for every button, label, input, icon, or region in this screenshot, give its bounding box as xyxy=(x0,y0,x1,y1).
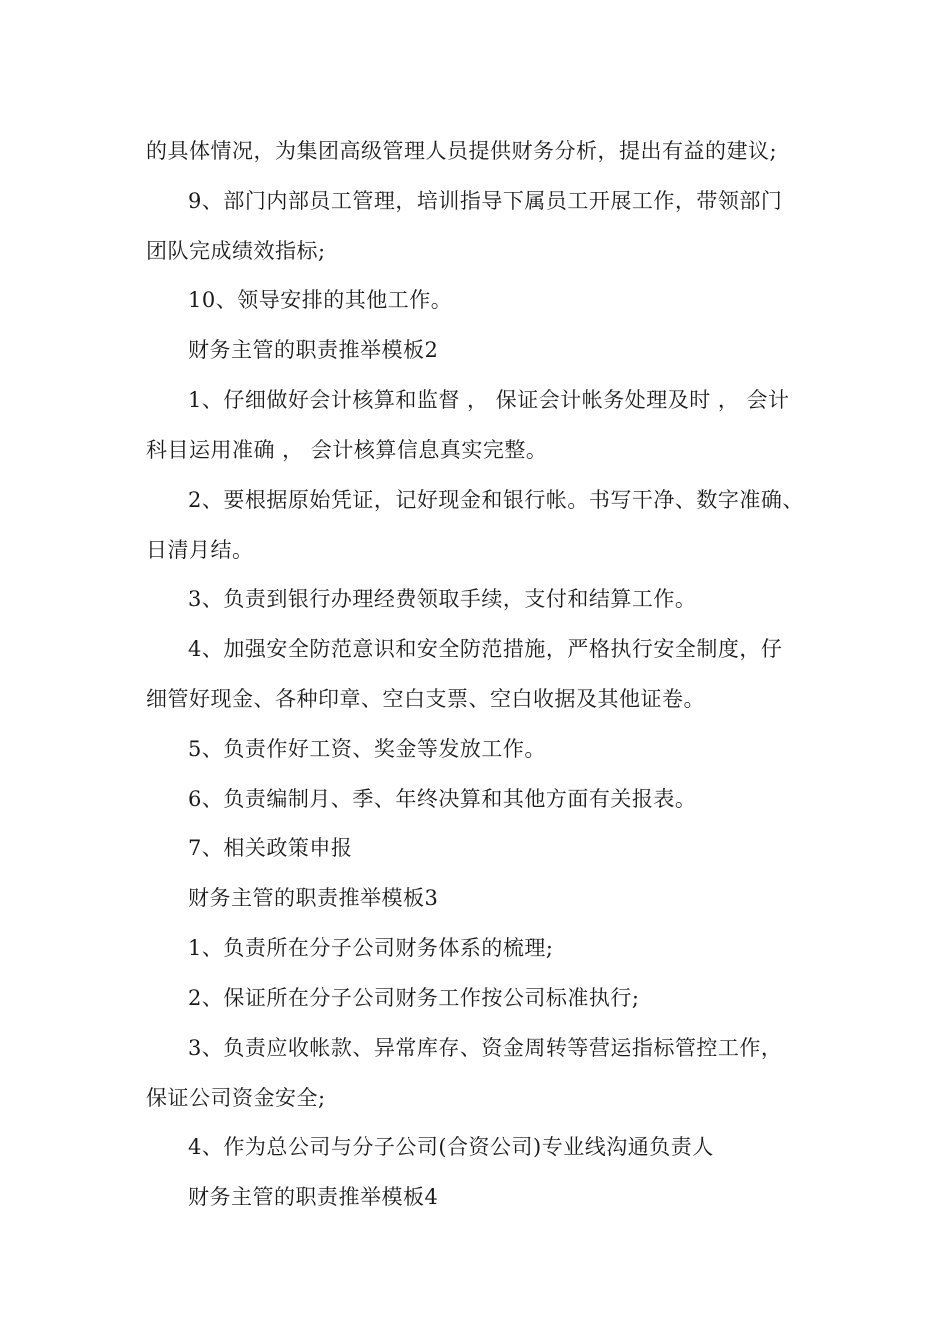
paragraph-line: 6、负责编制月、季、年终决算和其他方面有关报表。 xyxy=(188,787,697,811)
paragraph-line: 3、负责到银行办理经费领取手续，支付和结算工作。 xyxy=(188,587,697,611)
paragraph-line: 9、部门内部员工管理，培训指导下属员工开展工作，带领部门 xyxy=(188,189,783,213)
paragraph-line: 日清月结。 xyxy=(146,538,254,562)
section-heading: 财务主管的职责推举模板2 xyxy=(188,338,439,362)
paragraph-line: 3、负责应收帐款、异常库存、资金周转等营运指标管控工作， xyxy=(188,1036,783,1060)
section-heading: 财务主管的职责推举模板3 xyxy=(188,886,439,910)
paragraph-line: 1、仔细做好会计核算和监督 ， 保证会计帐务处理及时 ， 会计 xyxy=(188,388,790,412)
paragraph-line: 1、负责所在分子公司财务体系的梳理; xyxy=(188,936,554,960)
paragraph-line: 10、领导安排的其他工作。 xyxy=(188,288,453,312)
paragraph-line: 2、要根据原始凭证，记好现金和银行帐。书写干净、数字准确、 xyxy=(188,488,804,512)
paragraph-line: 2、保证所在分子公司财务工作按公司标准执行; xyxy=(188,986,640,1010)
paragraph-line: 保证公司资金安全; xyxy=(146,1086,326,1110)
section-heading: 财务主管的职责推举模板4 xyxy=(188,1185,439,1209)
paragraph-line: 团队完成绩效指标; xyxy=(146,239,326,263)
paragraph-line: 的具体情况，为集团高级管理人员提供财务分析，提出有益的建议; xyxy=(146,139,778,163)
paragraph-line: 细管好现金、各种印章、空白支票、空白收据及其他证卷。 xyxy=(146,687,705,711)
paragraph-line: 5、负责作好工资、奖金等发放工作。 xyxy=(188,737,546,761)
paragraph-line: 科目运用准确 ， 会计核算信息真实完整。 xyxy=(146,438,548,462)
paragraph-line: 4、作为总公司与分子公司(合资公司)专业线沟通负责人 xyxy=(188,1135,714,1159)
paragraph-line: 7、相关政策申报 xyxy=(188,836,353,860)
paragraph-line: 4、加强安全防范意识和安全防范措施，严格执行安全制度，仔 xyxy=(188,637,783,661)
